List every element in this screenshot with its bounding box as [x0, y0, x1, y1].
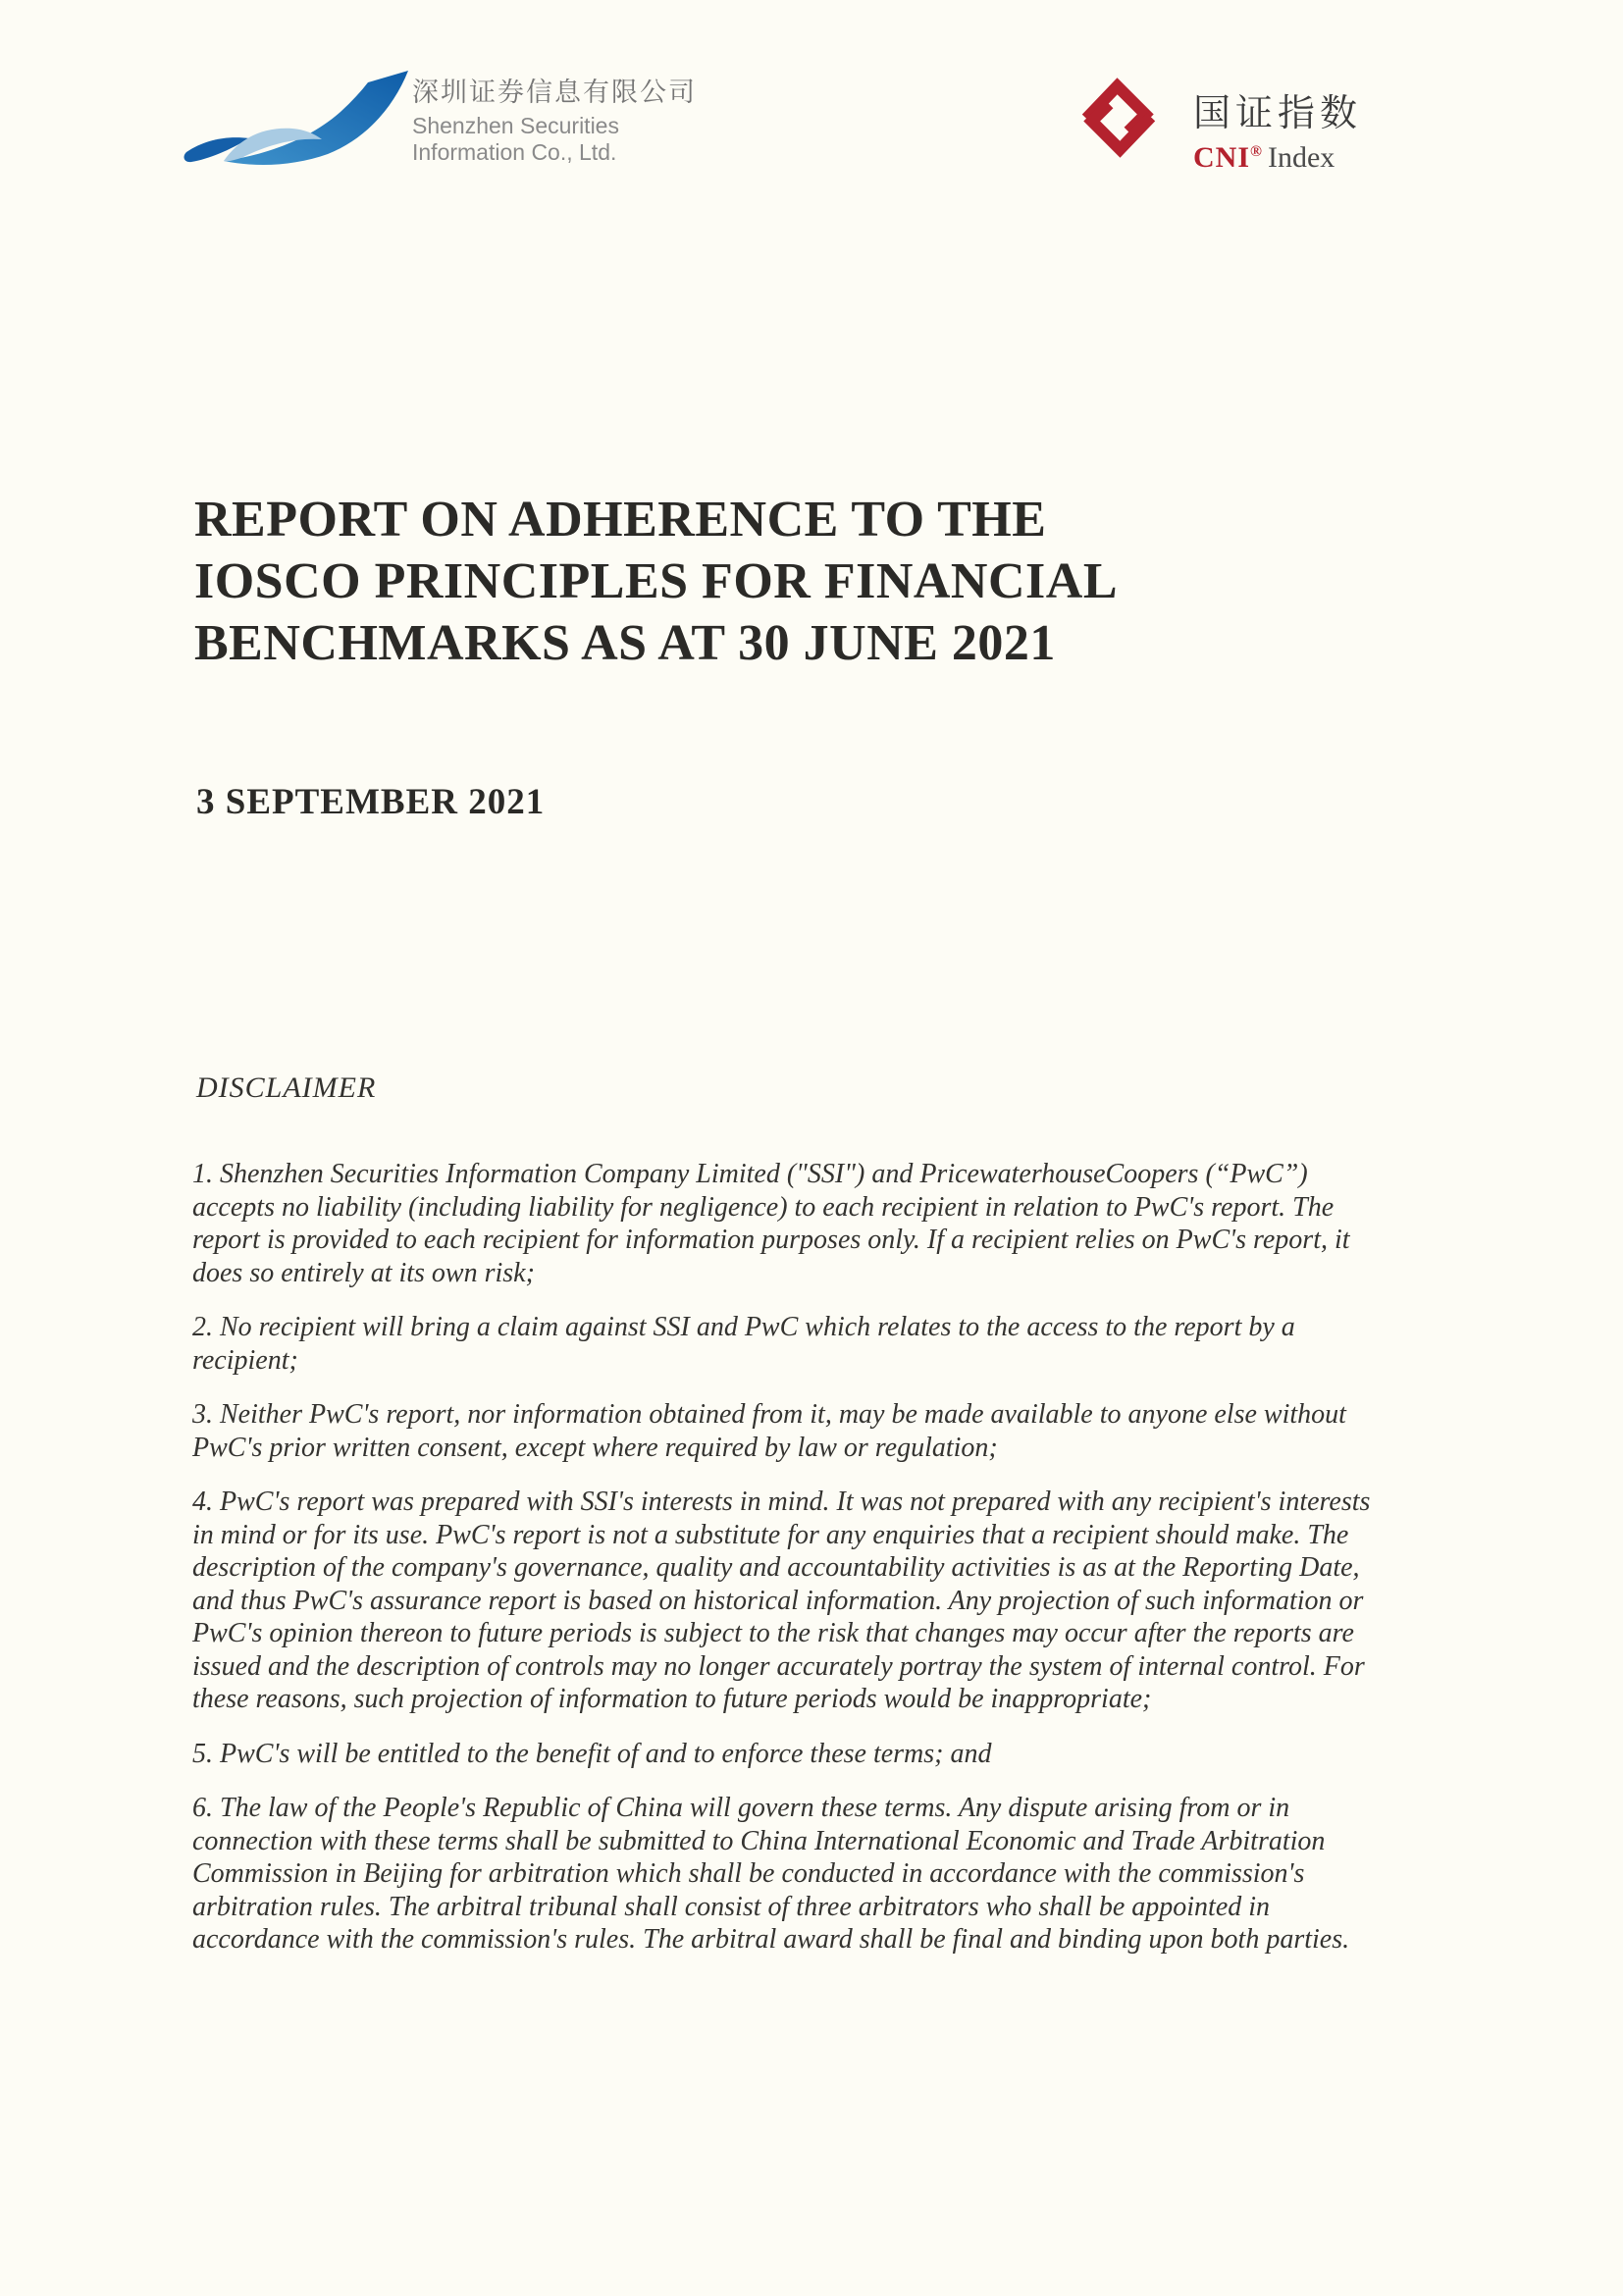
ssi-swoosh-icon — [165, 69, 410, 167]
disclaimer-body — [192, 1158, 1394, 1978]
report-date: 3 SEPTEMBER 2021 — [196, 782, 546, 822]
cni-diamond-icon — [1077, 77, 1160, 159]
disclaimer-paragraph-6: 6. The law of the People's Republic of China will govern these terms. Any dispute arising from or in connection with these terms shall be submitted to China International Economic and Trade Arbitration Commission in Beijing for arbitration which shall be conducted in accordance with the commission's arbitration rules. The arbitral tribunal shall consist of three arbitrators who shall be appointed in accordance with the commission's rules. The arbitral award shall be final and binding upon both parties. — [192, 1793, 1350, 1955]
disclaimer-paragraph-4: 4. PwC's report was prepared with SSI's interests in mind. It was not prepared with any recipient's interests in mind or for its use. PwC's report is not a substitute for any enquiries that a recipient should make. The description of the company's governance, quality and accountability activities is as at the Reporting Date, and thus PwC's assurance report is based on historical information. Any projection of such information or PwC's opinion thereon to future periods is subject to the risk that changes may occur after the reports are issued and the description of controls may no longer accurately portray the system of internal control. For these reasons, such projection of information to future periods would be inappropriate; — [192, 1487, 1371, 1714]
ssi-name-english — [412, 113, 824, 166]
report-title-line1: REPORT ON ADHERENCE TO THE — [194, 492, 1047, 548]
ssi-name-chinese: 深圳证券信息有限公司 — [412, 78, 697, 107]
report-title — [194, 489, 1372, 674]
ssi-company-name — [412, 71, 824, 166]
disclaimer-paragraph-2: 2. No recipient will bring a claim against SSI and PwC which relates to the access to the report by a recipient; — [192, 1312, 1295, 1376]
ssi-name-english-line2: Information Co., Ltd. — [412, 139, 617, 165]
cni-name-english — [1193, 141, 1507, 175]
report-title-line2: IOSCO PRINCIPLES FOR FINANCIAL — [194, 553, 1118, 609]
cni-brand-suffix: Index — [1267, 141, 1335, 174]
disclaimer-paragraph-1: 1. Shenzhen Securities Information Company Limited ("SSI") and PricewaterhouseCoopers (“PwC”) accepts no liability (including liability for negligence) to each recipient in relation to PwC's report. The report is provided to each recipient for information purposes only. If a recipient relies on PwC's report, it does so entirely at its own risk; — [192, 1159, 1350, 1288]
registered-trademark-icon: ® — [1250, 143, 1262, 160]
disclaimer-paragraph-3: 3. Neither PwC's report, nor information obtained from it, may be made available to anyone else without PwC's prior written consent, except where required by law or regulation; — [192, 1399, 1346, 1463]
cni-brand-name — [1193, 82, 1507, 175]
disclaimer-heading: DISCLAIMER — [196, 1071, 377, 1104]
cni-brand-text: CNI — [1193, 141, 1251, 174]
cni-name-chinese: 国证指数 — [1193, 93, 1363, 134]
disclaimer-paragraph-5: 5. PwC's will be entitled to the benefit of and to enforce these terms; and — [192, 1738, 992, 1769]
ssi-name-english-line1: Shenzhen Securities — [412, 113, 619, 138]
report-title-line3: BENCHMARKS AS AT 30 JUNE 2021 — [194, 615, 1056, 671]
